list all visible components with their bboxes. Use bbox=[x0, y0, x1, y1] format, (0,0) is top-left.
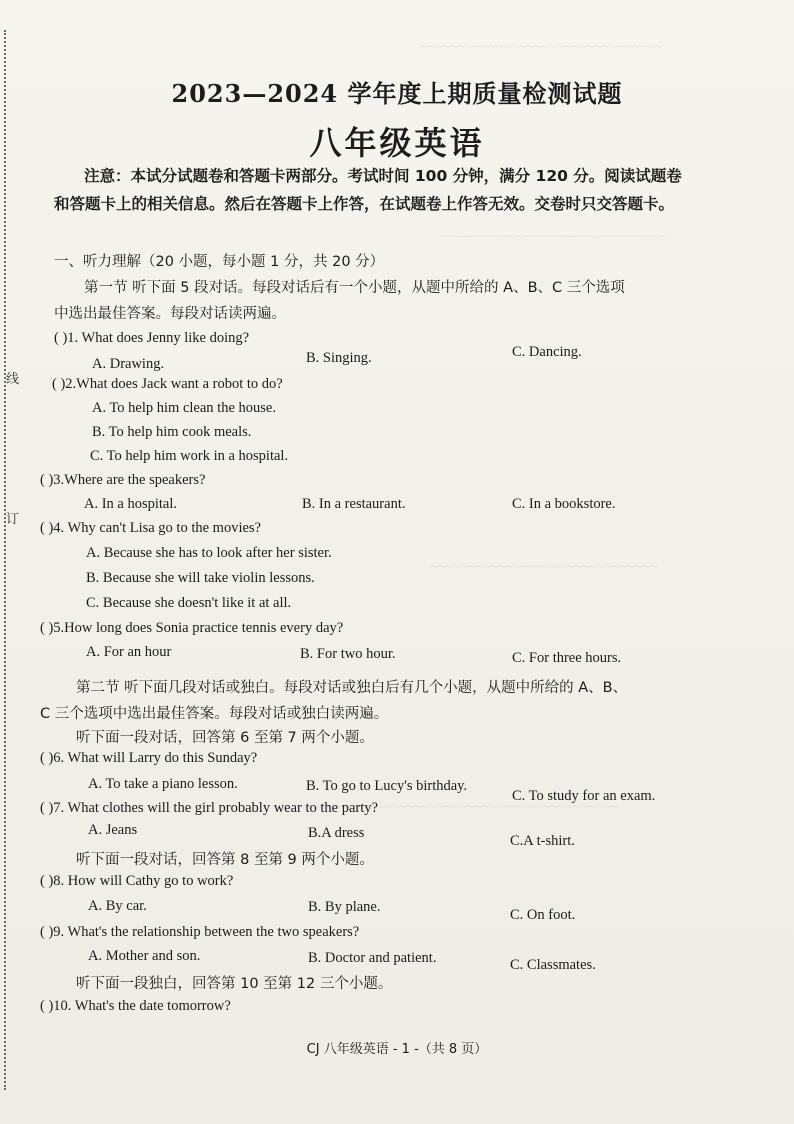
option-a: A. Jeans bbox=[88, 822, 138, 838]
exam-notice bbox=[54, 162, 714, 218]
option-c: C. Dancing. bbox=[512, 344, 582, 360]
show-through-text: ~~~~~~~~~~~~~~~~~~~~~~~~~~~~~~ bbox=[430, 560, 658, 575]
notice-line: 和答题卡上的相关信息。然后在答题卡上作答，在试题卷上作答无效。交卷时只交答题卡。 bbox=[54, 195, 675, 213]
option-a: A. To help him clean the house. bbox=[92, 400, 276, 416]
binding-mark: 线 bbox=[6, 372, 20, 387]
option-b: B. Singing. bbox=[306, 350, 372, 366]
question-stem: ( )10. What's the date tomorrow? bbox=[40, 998, 231, 1014]
listening-intro: 听下面一段对话，回答第 8 至第 9 两个小题。 bbox=[76, 852, 374, 868]
option-a: A. For an hour bbox=[86, 644, 172, 660]
option-a: A. By car. bbox=[88, 898, 147, 914]
option-c: C. Classmates. bbox=[510, 957, 596, 973]
option-a: A. Drawing. bbox=[92, 356, 165, 372]
option-a: A. Mother and son. bbox=[88, 948, 201, 964]
question-stem: ( )8. How will Cathy go to work? bbox=[40, 873, 234, 889]
binding-line bbox=[4, 30, 8, 1090]
section-heading: 一、听力理解（20 小题，每小题 1 分，共 20 分） bbox=[54, 254, 385, 270]
option-b: B. To go to Lucy's birthday. bbox=[306, 778, 468, 794]
option-b: B. By plane. bbox=[308, 899, 381, 915]
part-instructions: 中选出最佳答案。每段对话读两遍。 bbox=[54, 306, 286, 322]
part-instructions: 第一节 听下面 5 段对话。每段对话后有一个小题，从题中所给的 A、B、C 三个选项 bbox=[84, 280, 625, 296]
option-c: C. To help him work in a hospital. bbox=[90, 448, 289, 464]
question-stem: ( )2.What does Jack want a robot to do? bbox=[52, 376, 283, 392]
question-stem: ( )7. What clothes will the girl probably wear to the party? bbox=[40, 800, 378, 816]
option-c: C. For three hours. bbox=[512, 650, 622, 666]
question-stem: ( )1. What does Jenny like doing? bbox=[54, 330, 250, 346]
listening-intro: 听下面一段对话，回答第 6 至第 7 两个小题。 bbox=[76, 730, 374, 746]
part-instructions: C 三个选项中选出最佳答案。每段对话或独白读两遍。 bbox=[40, 706, 389, 722]
question-stem: ( )9. What's the relationship between the two speakers? bbox=[40, 924, 360, 940]
page-footer: CJ 八年级英语 - 1 -（共 8 页） bbox=[306, 1042, 488, 1057]
option-a: A. To take a piano lesson. bbox=[88, 776, 238, 792]
option-b: B. Doctor and patient. bbox=[308, 950, 437, 966]
option-a: A. Because she has to look after her sister. bbox=[86, 545, 332, 561]
subject-title: 八年级英语 bbox=[309, 124, 485, 162]
binding-mark: 订 bbox=[6, 512, 20, 527]
option-b: B.A dress bbox=[308, 825, 365, 841]
show-through-text: ~~~~~~~~~~~~~~~~~~~~~~~~~~~~~~~~ bbox=[420, 40, 663, 55]
option-c: C. Because she doesn't like it at all. bbox=[86, 595, 292, 611]
question-stem: ( )5.How long does Sonia practice tennis every day? bbox=[40, 620, 344, 636]
notice-line: 注意：本试分试题卷和答题卡两部分。考试时间 100 分钟，满分 120 分。阅读试题卷 bbox=[84, 167, 682, 185]
option-b: B. For two hour. bbox=[300, 646, 396, 662]
question-stem: ( )4. Why can't Lisa go to the movies? bbox=[40, 520, 261, 536]
option-a: A. In a hospital. bbox=[84, 496, 178, 512]
question-stem: ( )6. What will Larry do this Sunday? bbox=[40, 750, 258, 766]
option-c: C.A t-shirt. bbox=[510, 833, 575, 849]
option-b: B. In a restaurant. bbox=[302, 496, 406, 512]
option-b: B. To help him cook meals. bbox=[92, 424, 252, 440]
exam-title: 2023—2024 学年度上期质量检测试题 bbox=[171, 79, 623, 108]
show-through-text: ~~~~~~~~~~~~~~~~~~~~~~~~~~~~~~~~~~~~~~~~~~ bbox=[300, 800, 619, 815]
option-b: B. Because she will take violin lessons. bbox=[86, 570, 315, 586]
option-c: C. In a bookstore. bbox=[512, 496, 616, 512]
show-through-text: ~~~~~~~~~~~~~~~~~~~~~~~~~~~~~~ bbox=[440, 230, 668, 245]
part-instructions: 第二节 听下面几段对话或独白。每段对话或独白后有几个小题，从题中所给的 A、B、 bbox=[76, 680, 628, 696]
option-c: C. On foot. bbox=[510, 907, 576, 923]
option-c: C. To study for an exam. bbox=[512, 788, 656, 804]
listening-intro: 听下面一段独白，回答第 10 至第 12 三个小题。 bbox=[76, 976, 393, 992]
question-stem: ( )3.Where are the speakers? bbox=[40, 472, 206, 488]
